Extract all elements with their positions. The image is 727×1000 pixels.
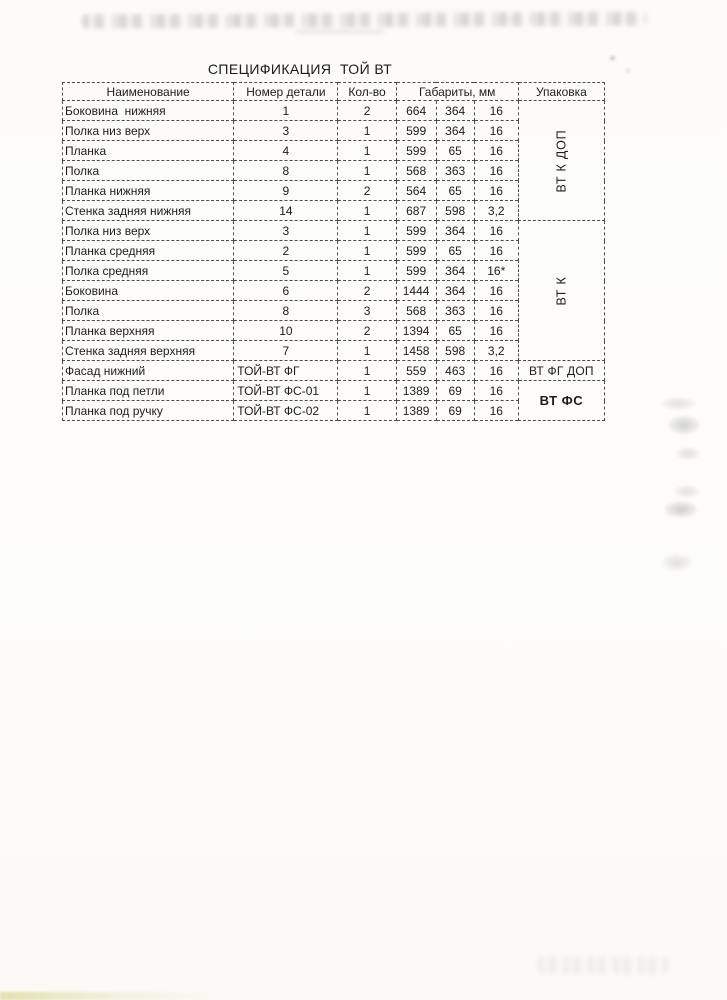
part-number-cell: 10 [234, 321, 338, 341]
dimension-cell: 65 [436, 321, 474, 341]
quantity-cell: 1 [338, 261, 396, 281]
dimension-cell: 599 [396, 141, 436, 161]
scan-tint-bottom-left [0, 992, 220, 1000]
dimension-cell: 16 [474, 301, 518, 321]
quantity-cell: 1 [338, 361, 396, 381]
dimension-cell: 599 [396, 121, 436, 141]
part-name-cell: Стенка задняя верхняя [63, 341, 234, 361]
dimension-cell: 599 [396, 261, 436, 281]
dimension-cell: 363 [436, 161, 474, 181]
scan-speck [625, 68, 631, 73]
specification-table [62, 82, 605, 421]
scan-smudge-right [662, 554, 692, 571]
part-number-cell: 1 [234, 101, 338, 121]
dimension-cell: 363 [436, 301, 474, 321]
packaging-label: ВТ К [554, 275, 569, 306]
column-header: Наименование [63, 83, 234, 101]
part-name-cell: Боковина [63, 281, 234, 301]
page-title: СПЕЦИФИКАЦИЯ ТОЙ ВТ [207, 61, 393, 77]
part-name-cell: Стенка задняя нижняя [63, 201, 234, 221]
dimension-cell: 65 [436, 181, 474, 201]
part-name-cell: Планка нижняя [63, 181, 234, 201]
scan-smudge-right [676, 447, 700, 460]
packaging-label: ВТ ФС [539, 393, 584, 408]
scan-smudge-right [668, 415, 700, 435]
scan-speck [609, 55, 616, 61]
dimension-cell: 364 [436, 101, 474, 121]
part-name-cell: Полка [63, 161, 234, 181]
quantity-cell: 2 [338, 321, 396, 341]
quantity-cell: 1 [338, 401, 396, 421]
quantity-cell: 2 [338, 101, 396, 121]
quantity-cell: 1 [338, 141, 396, 161]
part-number-cell: 14 [234, 201, 338, 221]
scan-smudge-right [660, 397, 696, 410]
part-name-cell: Планка верхняя [63, 321, 234, 341]
dimension-cell: 599 [396, 221, 436, 241]
part-name-cell: Полка [63, 301, 234, 321]
part-name-cell: Полка низ верх [63, 221, 234, 241]
part-name-cell: Планка средняя [63, 241, 234, 261]
part-number-cell: 4 [234, 141, 338, 161]
spec-table-header-row [63, 83, 605, 101]
scan-smudge-top-secondary [295, 29, 385, 35]
quantity-cell: 2 [338, 181, 396, 201]
dimension-cell: 16 [474, 141, 518, 161]
part-name-cell: Боковина нижняя [63, 101, 234, 121]
part-number-cell: ТОЙ-ВТ ФС-02 [234, 401, 338, 421]
dimension-cell: 16 [474, 241, 518, 261]
dimension-cell: 16 [474, 121, 518, 141]
dimension-cell: 599 [396, 241, 436, 261]
dimension-cell: 16 [474, 281, 518, 301]
dimension-cell: 568 [396, 161, 436, 181]
quantity-cell: 1 [338, 201, 396, 221]
packaging-cell [518, 101, 604, 221]
quantity-cell: 1 [338, 221, 396, 241]
part-number-cell: 5 [234, 261, 338, 281]
part-number-cell: ТОЙ-ВТ ФС-01 [234, 381, 338, 401]
part-number-cell: ТОЙ-ВТ ФГ [234, 361, 338, 381]
quantity-cell: 1 [338, 121, 396, 141]
dimension-cell: 16 [474, 381, 518, 401]
packaging-label: ВТ ФГ ДОП [529, 363, 594, 378]
column-header: Упаковка [518, 83, 604, 101]
dimension-cell: 1389 [396, 381, 436, 401]
dimension-cell: 559 [396, 361, 436, 381]
quantity-cell: 1 [338, 241, 396, 261]
dimension-cell: 1394 [396, 321, 436, 341]
part-number-cell: 7 [234, 341, 338, 361]
dimension-cell: 364 [436, 121, 474, 141]
dimension-cell: 364 [436, 221, 474, 241]
dimension-cell: 3,2 [474, 201, 518, 221]
table-row [63, 381, 605, 401]
quantity-cell: 1 [338, 161, 396, 181]
part-name-cell: Планка под ручку [63, 401, 234, 421]
part-number-cell: 8 [234, 301, 338, 321]
part-number-cell: 2 [234, 241, 338, 261]
part-name-cell: Планка под петли [63, 381, 234, 401]
dimension-cell: 364 [436, 261, 474, 281]
column-header: Номер детали [234, 83, 338, 101]
packaging-cell [518, 221, 604, 361]
packaging-cell [518, 361, 604, 381]
dimension-cell: 16 [474, 161, 518, 181]
part-number-cell: 6 [234, 281, 338, 301]
dimension-cell: 65 [436, 141, 474, 161]
dimension-cell: 3,2 [474, 341, 518, 361]
dimension-cell: 16 [474, 401, 518, 421]
dimension-cell: 1389 [396, 401, 436, 421]
scan-smudge-right [664, 501, 698, 518]
part-number-cell: 3 [234, 121, 338, 141]
table-row [63, 221, 605, 241]
dimension-cell: 1458 [396, 341, 436, 361]
dimension-cell: 598 [436, 341, 474, 361]
dimension-cell: 16 [474, 361, 518, 381]
dimension-cell: 364 [436, 281, 474, 301]
dimension-cell: 69 [436, 401, 474, 421]
column-header: Кол-во [338, 83, 396, 101]
dimension-cell: 568 [396, 301, 436, 321]
dimension-cell: 564 [396, 181, 436, 201]
part-name-cell: Планка [63, 141, 234, 161]
quantity-cell: 2 [338, 281, 396, 301]
scan-smudge-right [674, 485, 700, 498]
dimension-cell: 65 [436, 241, 474, 261]
dimension-cell: 16 [474, 321, 518, 341]
spec-table-body [63, 101, 605, 421]
column-header: Габариты, мм [396, 83, 518, 101]
scan-smudge-bottom [538, 957, 668, 974]
dimension-cell: 1444 [396, 281, 436, 301]
dimension-cell: 16 [474, 221, 518, 241]
dimension-cell: 16 [474, 101, 518, 121]
part-number-cell: 9 [234, 181, 338, 201]
table-row [63, 101, 605, 121]
dimension-cell: 16* [474, 261, 518, 281]
part-name-cell: Полка низ верх [63, 121, 234, 141]
part-name-cell: Фасад нижний [63, 361, 234, 381]
dimension-cell: 16 [474, 181, 518, 201]
quantity-cell: 3 [338, 301, 396, 321]
packaging-label: ВТ К ДОП [554, 129, 569, 192]
quantity-cell: 1 [338, 381, 396, 401]
scan-smudge-top [82, 12, 647, 29]
dimension-cell: 687 [396, 201, 436, 221]
part-name-cell: Полка средняя [63, 261, 234, 281]
dimension-cell: 664 [396, 101, 436, 121]
table-row [63, 361, 605, 381]
dimension-cell: 463 [436, 361, 474, 381]
quantity-cell: 1 [338, 341, 396, 361]
dimension-cell: 598 [436, 201, 474, 221]
dimension-cell: 69 [436, 381, 474, 401]
part-number-cell: 3 [234, 221, 338, 241]
part-number-cell: 8 [234, 161, 338, 181]
packaging-cell [518, 381, 604, 421]
